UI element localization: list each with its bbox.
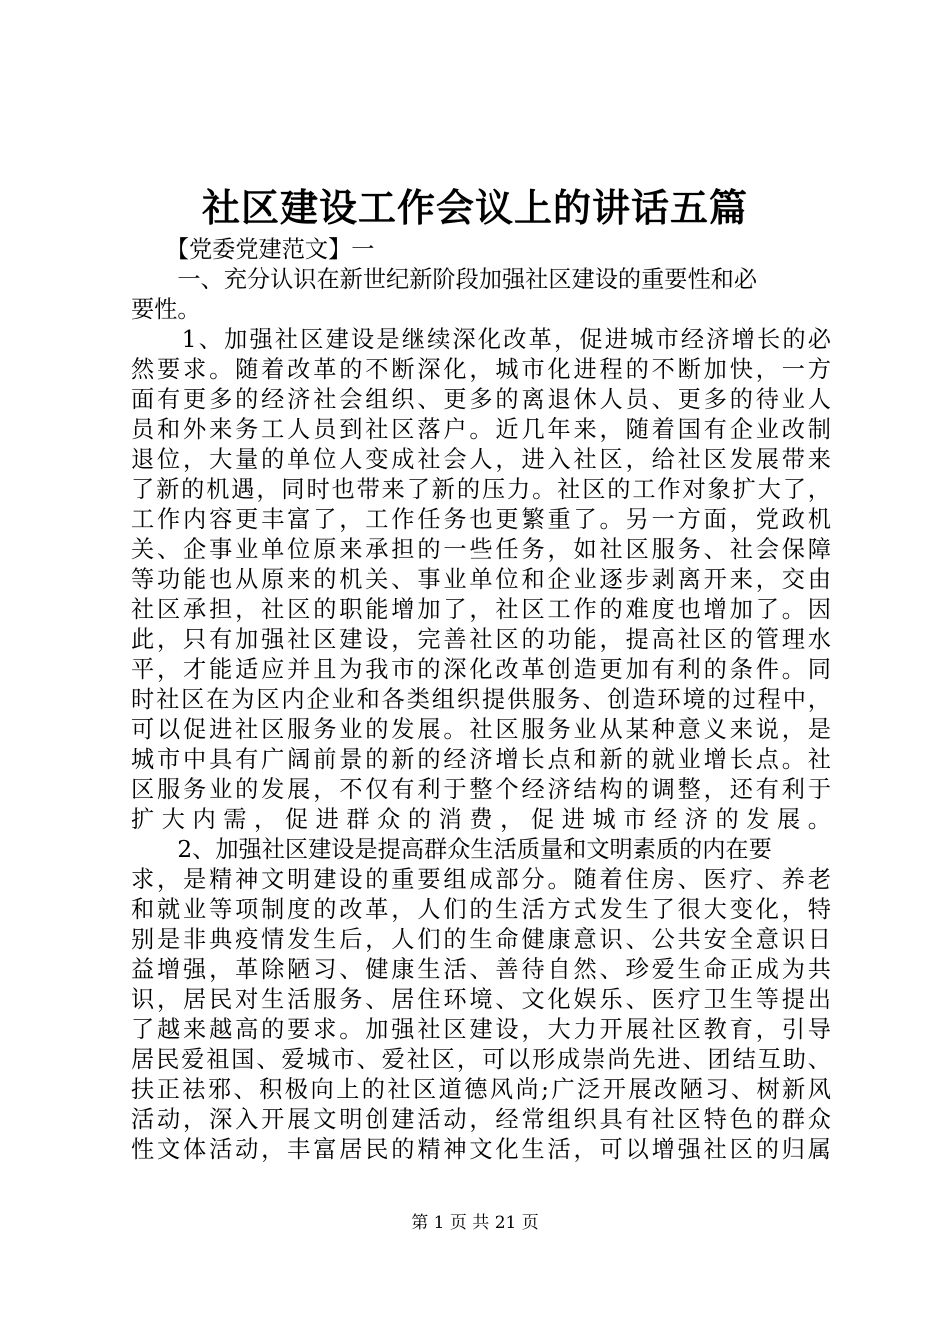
- body-line: 扩大内需，促进群众的消费，促进城市经济的发展。: [131, 806, 831, 833]
- document-body: [131, 235, 831, 1165]
- body-line: 一、充分认识在新世纪新阶段加强社区建设的重要性和必: [131, 266, 758, 293]
- body-line: 性文体活动，丰富居民的精神文化生活，可以增强社区的归属: [131, 1136, 831, 1163]
- body-line: 了越来越高的要求。加强社区建设，大力开展社区教育，引导: [131, 1016, 831, 1043]
- body-line: 平，才能适应并且为我市的深化改革创造更加有利的条件。同: [131, 656, 831, 683]
- body-line: 时社区在为区内企业和各类组织提供服务、创造环境的过程中，: [131, 686, 831, 713]
- document-title: 社区建设工作会议上的讲话五篇: [201, 185, 748, 230]
- body-line: 区服务业的发展，不仅有利于整个经济结构的调整，还有利于: [131, 776, 831, 803]
- body-line: 居民爱祖国、爱城市、爱社区，可以形成崇尚先进、团结互助、: [131, 1046, 831, 1073]
- body-line: 别是非典疫情发生后，人们的生命健康意识、公共安全意识日: [131, 926, 831, 953]
- body-line: 等功能也从原来的机关、事业单位和企业逐步剥离开来，交由: [131, 566, 831, 593]
- body-line: 【党委党建范文】一: [131, 236, 375, 263]
- body-line: 可以促进社区服务业的发展。社区服务业从某种意义来说，是: [131, 716, 831, 743]
- body-line: 城市中具有广阔前景的新的经济增长点和新的就业增长点。社: [131, 746, 831, 773]
- page-footer: 第 1 页 共 21 页: [411, 1213, 539, 1233]
- body-line: 要性。: [131, 296, 201, 323]
- body-line: 社区承担，社区的职能增加了，社区工作的难度也增加了。因: [131, 596, 831, 623]
- body-line: 此，只有加强社区建设，完善社区的功能，提高社区的管理水: [131, 626, 831, 653]
- body-line: 了新的机遇，同时也带来了新的压力。社区的工作对象扩大了，: [131, 476, 831, 503]
- body-line: 关、企事业单位原来承担的一些任务，如社区服务、社会保障: [131, 536, 831, 563]
- body-line: 然要求。随着改革的不断深化，城市化进程的不断加快，一方: [131, 356, 831, 383]
- body-line: 1、加强社区建设是继续深化改革，促进城市经济增长的必: [131, 326, 831, 353]
- body-line: 求，是精神文明建设的重要组成部分。随着住房、医疗、养老: [131, 866, 831, 893]
- body-line: 退位，大量的单位人变成社会人，进入社区，给社区发展带来: [131, 446, 831, 473]
- body-line: 益增强，革除陋习、健康生活、善待自然、珍爱生命正成为共: [131, 956, 831, 983]
- body-line: 2、加强社区建设是提高群众生活质量和文明素质的内在要: [131, 836, 772, 863]
- body-line: 面有更多的经济社会组织、更多的离退休人员、更多的待业人: [131, 386, 831, 413]
- body-line: 识，居民对生活服务、居住环境、文化娱乐、医疗卫生等提出: [131, 986, 831, 1013]
- body-line: 扶正祛邪、积极向上的社区道德风尚;广泛开展改陋习、树新风: [131, 1076, 831, 1103]
- body-line: 和就业等项制度的改革，人们的生活方式发生了很大变化，特: [131, 896, 831, 923]
- body-line: 员和外来务工人员到社区落户。近几年来，随着国有企业改制: [131, 416, 831, 443]
- body-line: 工作内容更丰富了，工作任务也更繁重了。另一方面，党政机: [131, 506, 831, 533]
- body-line: 活动，深入开展文明创建活动，经常组织具有社区特色的群众: [131, 1106, 831, 1133]
